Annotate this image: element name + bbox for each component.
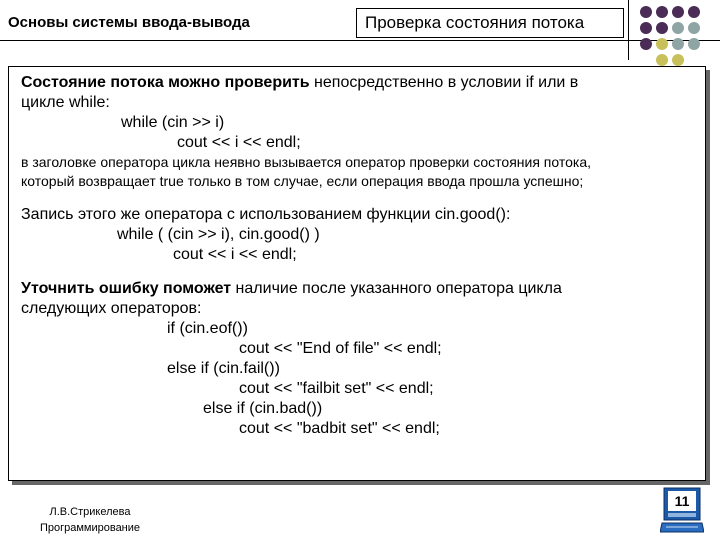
slide-title: Проверка состояния потока xyxy=(356,8,624,38)
emphasis-text: Уточнить ошибку поможет xyxy=(21,280,232,297)
code-line: cout << i << endl; xyxy=(177,134,301,151)
note-text: в заголовке оператора цикла неявно вызывается оператор проверки состояния потока, xyxy=(21,154,592,170)
dot-decoration xyxy=(656,38,668,50)
code-line: while ( (cin >> i), cin.good() ) xyxy=(117,226,320,243)
paragraph-good-function: Запись этого же оператора с использованием функции cin.good(): xyxy=(21,206,511,223)
decorative-dot-grid xyxy=(640,6,720,66)
page-number-badge xyxy=(660,487,704,533)
code-line: cout << "End of file" << endl; xyxy=(239,340,442,357)
code-line: else if (cin.fail()) xyxy=(167,360,280,377)
header-divider xyxy=(0,40,720,41)
paragraph-error-check xyxy=(21,279,699,299)
dot-decoration xyxy=(672,22,684,34)
footer-credits xyxy=(20,504,160,536)
dot-decoration xyxy=(656,22,668,34)
dot-decoration xyxy=(688,22,700,34)
computer-icon xyxy=(660,487,704,533)
course-name: Программирование xyxy=(39,522,141,534)
dot-decoration xyxy=(672,54,684,66)
code-line: else if (cin.bad()) xyxy=(203,400,323,417)
paragraph-text: следующих операторов: xyxy=(21,300,202,317)
code-line: cout << "badbit set" << endl; xyxy=(239,420,440,437)
page-number: 11 xyxy=(674,493,690,509)
paragraph-text: цикле while: xyxy=(21,94,110,111)
dot-decoration xyxy=(656,6,668,18)
spacer xyxy=(21,191,699,205)
dot-decoration xyxy=(672,38,684,50)
paragraph-text: непосредственно в условии if или в xyxy=(309,74,579,91)
spacer xyxy=(21,265,699,279)
content-box xyxy=(8,66,706,481)
dot-decoration xyxy=(640,22,652,34)
dot-decoration xyxy=(640,6,652,18)
header-vertical-divider xyxy=(628,0,629,60)
dot-decoration xyxy=(688,38,700,50)
code-line: if (cin.eof()) xyxy=(167,320,248,337)
dot-decoration xyxy=(656,54,668,66)
dot-decoration xyxy=(640,38,652,50)
code-line: cout << "failbit set" << endl; xyxy=(239,380,434,397)
dot-decoration xyxy=(672,6,684,18)
lecture-topic: Основы системы ввода-вывода xyxy=(8,14,250,31)
note-text: который возвращает true только в том случае, если операция ввода прошла успешно; xyxy=(21,173,584,189)
paragraph-text: наличие после указанного оператора цикла xyxy=(231,280,562,297)
paragraph-stream-check xyxy=(21,67,699,93)
author-name: Л.В.Стрикелева xyxy=(49,506,131,518)
code-line: cout << i << endl; xyxy=(173,246,297,263)
dot-decoration xyxy=(688,6,700,18)
code-line: while (cin >> i) xyxy=(121,114,225,131)
emphasis-text: Состояние потока можно проверить xyxy=(21,74,310,91)
